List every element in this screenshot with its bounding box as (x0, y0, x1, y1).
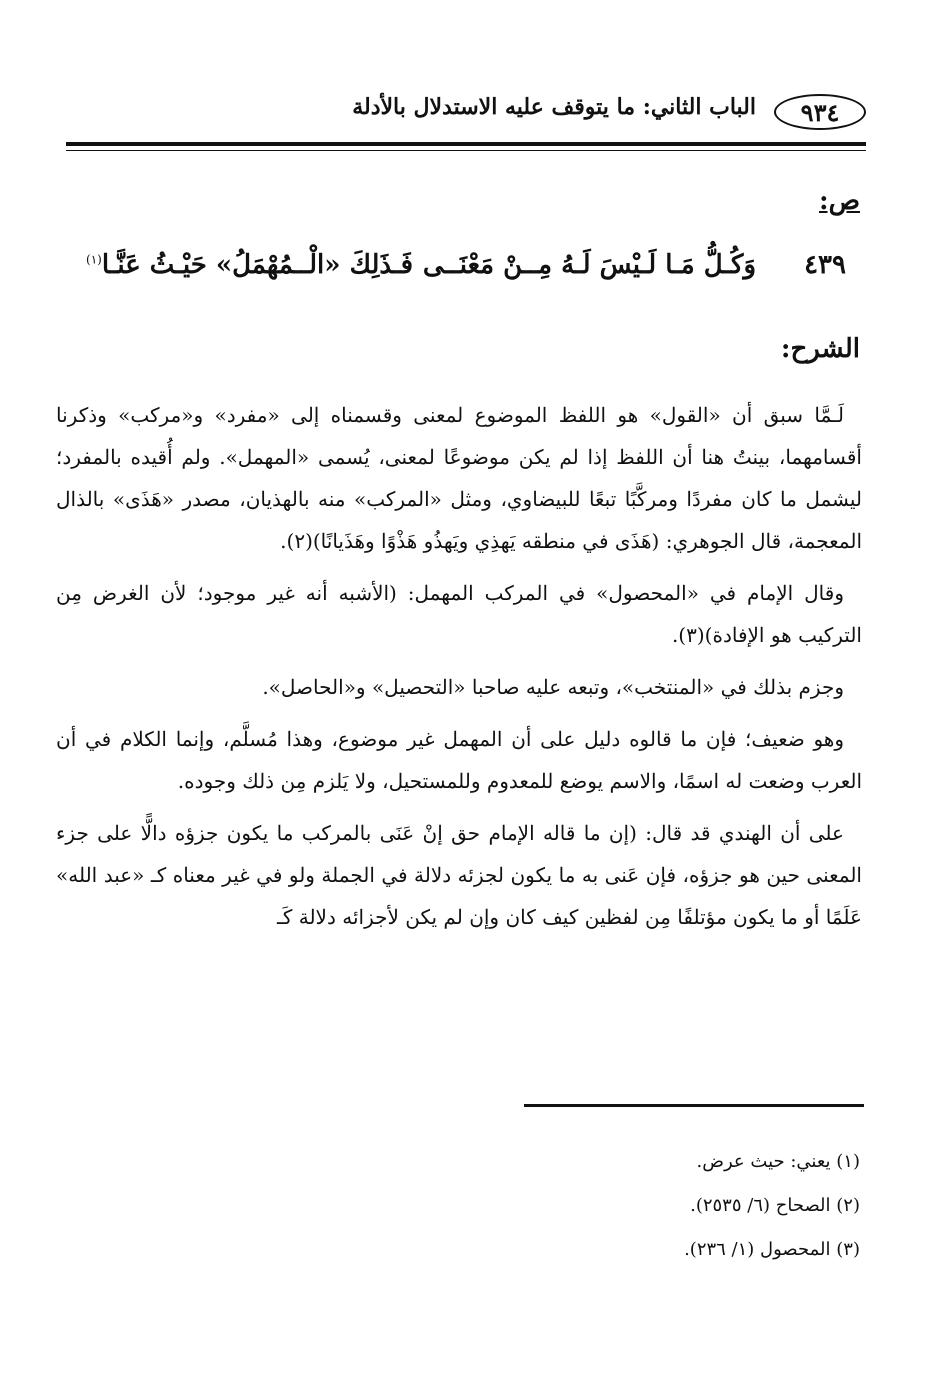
commentary-label: الشرح: (780, 334, 860, 364)
verse-number: ٤٣٩ (804, 250, 846, 280)
verse-section-label: ص: (818, 186, 860, 216)
footnotes (160, 1140, 860, 1272)
footnote-item: (٣) المحصول (١/ ٢٣٦). (684, 1239, 860, 1260)
footnote-item: (٢) الصحاح (٦/ ٢٥٣٥). (690, 1195, 860, 1216)
paragraph: وهو ضعيف؛ فإن ما قالوه دليل على أن المهمل غير موضوع، وهذا مُسلَّم، وإنما الكلام في أن العرب وضعت له اسمًا، والاسم يوضع للمعدوم وللمستحيل، ولا يَلزم مِن ذلك وجوده. (56, 727, 862, 793)
footnote-item: (١) يعني: حيث عرض. (696, 1151, 860, 1172)
verse-line (66, 244, 846, 296)
verse-second-hemistich (86, 250, 413, 280)
paragraph: وجزم بذلك في «المنتخب»، وتبعه عليه صاحبا «التحصيل» و«الحاصل». (262, 675, 844, 699)
paragraph: على أن الهندي قد قال: (إن ما قاله الإمام حق إنْ عَنَى بالمركب ما يكون جزؤه دالًّا على جزء المعنى حين هو جزؤه، فإن عَنى به ما يكون لجزئه دلالة في الجملة ولو في غير معناه كـ «عبد الله» عَلَمًا أو ما يكون مؤتلفًا مِن لفظين كيف كان وإن لم يكن لأجزائه دلالة كَـ (56, 821, 862, 929)
header-rule-thick (66, 142, 866, 146)
verse-second-hemistich-text: فَـذَلِكَ «الْــمُهْمَلُ» حَيْـثُ عَنَّـا (101, 250, 414, 280)
verse-first-hemistich: وَكُـلُّ مَـا لَـيْسَ لَـهُ مِــنْ مَعْنَــى (422, 250, 756, 280)
paragraph: وقال الإمام في «المحصول» في المركب المهمل: (الأشبه أنه غير موجود؛ لأن الغرض مِن التركيب هو الإفادة)(٣). (56, 581, 862, 647)
page-header (66, 88, 866, 138)
footnote-ref-1: (١) (86, 252, 102, 267)
page-number: ٩٣٤ (774, 94, 866, 130)
running-title: الباب الثاني: ما يتوقف عليه الاستدلال بالأدلة (352, 94, 756, 120)
header-rule-thin (66, 150, 866, 151)
footnote-separator (524, 1104, 864, 1107)
commentary-body (56, 394, 862, 948)
paragraph: لَـمَّا سبق أن «القول» هو اللفظ الموضوع لمعنى وقسمناه إلى «مفرد» و«مركب» وذكرنا أقسامهما، بينتُ هنا أن اللفظ إذا لم يكن موضوعًا لمعنى، يُسمى «المهمل». ولم أُقيده بالمفرد؛ ليشمل ما كان مفردًا ومركَّبًا تبعًا للبيضاوي، ومثل «المركب» منه بالهذيان، مصدر «هَذَى» بالذال المعجمة، قال الجوهري: (هَذَى في منطقه يَهذِي ويَهذُو هَذْوًا وهَذَيانًا)(٢). (56, 403, 862, 553)
